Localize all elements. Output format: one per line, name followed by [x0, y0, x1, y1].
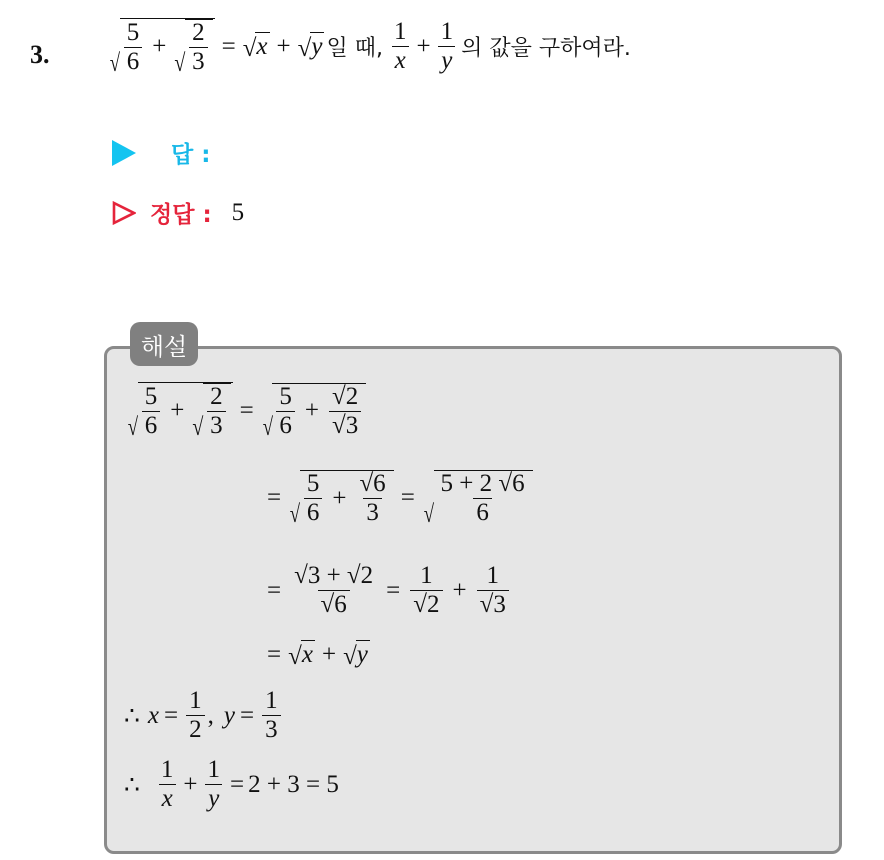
filled-right-triangle-icon — [112, 140, 136, 166]
correct-answer-row — [112, 196, 244, 229]
correct-answer-label: 정답 : — [150, 202, 212, 228]
solution-tag: 해설 — [130, 322, 198, 366]
solution-step-5: ∴ x = $\frac{1}{2}$ , y = $\frac{1}{3}$ — [124, 688, 284, 744]
question-text-when: 일 때, — [326, 36, 383, 62]
question-expression: √ $\frac{5}{6}$ + √ $\frac{2}{3}$ = √ x + √ y 일 때, $\frac{1}{x}$ + $\frac{1}{y}$ 의 값을 구하여라. — [109, 18, 631, 77]
solution-step-3: = $\frac{√3 + √2}{√6}$ = $\frac{1}{√2}$ + $\frac{1}{√3}$ — [260, 563, 512, 619]
question-number: 3. — [30, 40, 50, 69]
therefore-symbol: ∴ — [124, 702, 140, 730]
solution-step-6: ∴ $\frac{1}{x}$ + $\frac{1}{y}$ = 2 + 3 = 5 — [124, 756, 339, 813]
solution-step-1: √ $\frac{5}{6}$ + √ $\frac{2}{3}$ = √ $\frac{5}{6}$ + $\frac{√2}{√3}$ — [126, 382, 366, 440]
solution-step-4: = √ x + √ y — [267, 640, 368, 670]
outer-radical: √ $\frac{5}{6}$ + √ $\frac{2}{3}$ — [108, 18, 215, 76]
correct-answer-value: 5 — [231, 198, 245, 226]
question-text-find: 의 값을 구하여라. — [461, 36, 631, 62]
solution-step-2: = √ $\frac{5}{6}$ + $\frac{√6}{3}$ = √ $\frac{5 + 2 √6}{6}$ — [260, 470, 533, 527]
answer-row — [112, 136, 210, 169]
outline-right-triangle-icon — [112, 201, 136, 225]
answer-label: 답 : — [171, 142, 211, 168]
therefore-symbol: ∴ — [124, 771, 140, 799]
